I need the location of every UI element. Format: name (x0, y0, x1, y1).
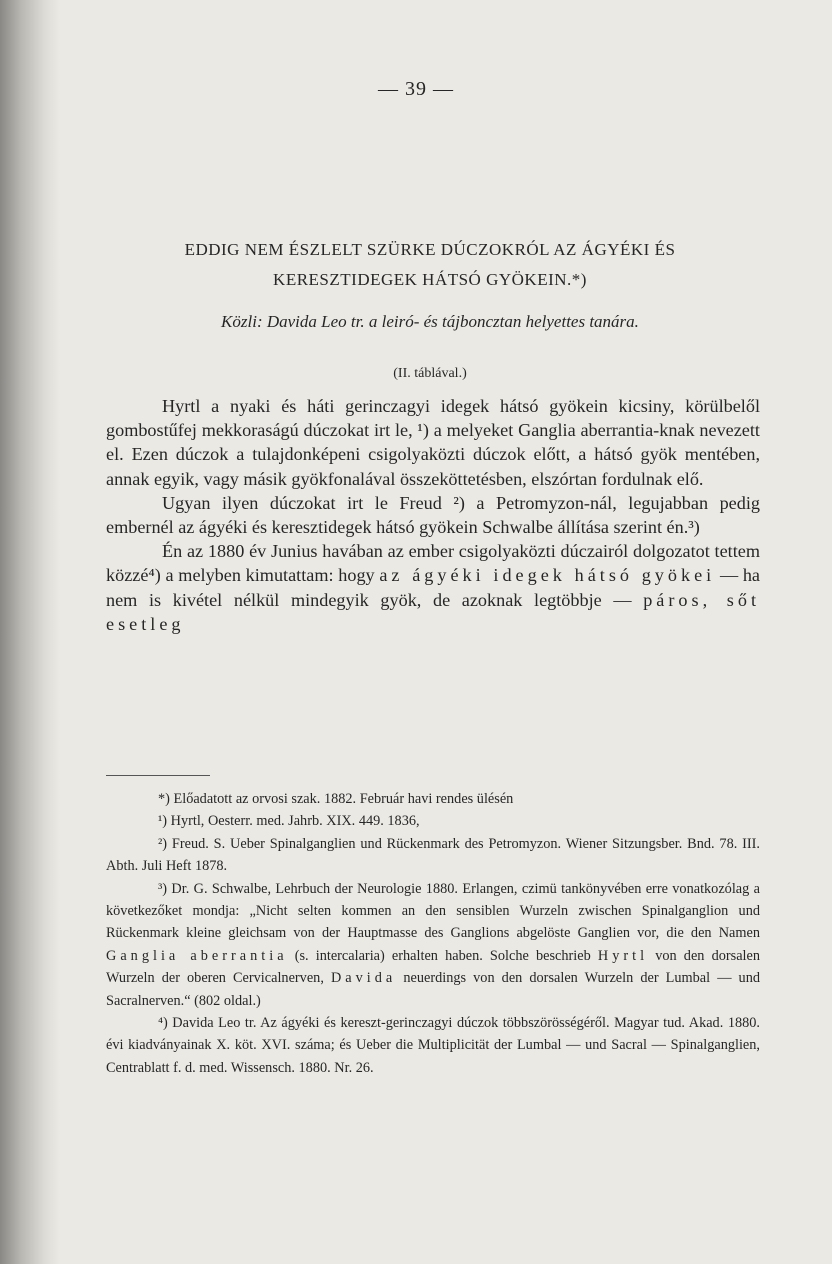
footnote-3-part-g: neuerdings von den dorsalen Wurzeln der Lumbal — und Sacralnerven.“ (802 oldal.) (106, 970, 761, 1009)
plate-note: (II. táblával.) (393, 366, 467, 381)
footnotes (106, 788, 760, 1079)
page-number: — 39 — (378, 78, 454, 100)
title-line-2: KERESZTIDEGEK HÁTSÓ GYÖKEIN.*) (273, 270, 587, 289)
footnote-1: ¹) Hyrtl, Oesterr. med. Jahrb. XIX. 449. 1836, (158, 813, 420, 830)
paragraph-2: Ugyan ilyen dúczokat irt le Freud ²) a Petromyzon-nál, legujabban pedig embernél az ágyéki és keresztidegek hátsó gyökein Schwalbe állítása szerint én.³) (106, 492, 760, 538)
footnote-3-part-e: von den dorsalen Wurzeln der oberen Cervicalnerven, (106, 947, 761, 987)
author-text: Davida Leo tr. a leiró- és tájboncztan helyettes tanára. (266, 312, 639, 331)
footnote-divider (106, 775, 210, 776)
book-spine-shadow (0, 0, 60, 1264)
body-text (106, 394, 760, 636)
footnote-3-spaced-name-hyrtl: Hyrtl (597, 947, 649, 964)
paragraph-3 (106, 539, 760, 636)
footnote-3-part-a: ³) Dr. G. Schwalbe, Lehrbuch der Neurologie 1880. Erlangen, czimü tankönyvében erre vonatkozólag a következőket mondja: „Nicht selten kommen an den sensiblen Wurzeln zwischen Spinalganglion und Rückenmark kleine gleichsam von der Hauptmasse des Ganglions abgelöste Ganglien vor, die den Namen (106, 880, 760, 942)
footnote-2: ²) Freud. S. Ueber Spinalganglien und Rückenmark des Petromyzon. Wiener Sitzungsber. Bnd. 78. III. Abth. Juli Heft 1878. (106, 835, 760, 875)
footnote-3-spaced-term: Ganglia aberrantia (106, 947, 288, 964)
author-line (110, 312, 750, 332)
spaced-emphasis-2: páros, sőt esetleg (106, 589, 760, 634)
spaced-emphasis-1: az ágyéki idegek hátsó gyökei (379, 565, 716, 586)
paragraph-3-part-a: Én az 1880 év Junius havában az ember csigolyaközti dúczairól dolgozatot tettem közzé⁴) a melyben kimutattam: hogy (106, 541, 760, 586)
footnote-3-part-c: (s. intercalaria) erhalten haben. Solche beschrieb (294, 947, 591, 964)
footnote-3-spaced-name-davida: Davida (330, 970, 397, 987)
paragraph-1: Hyrtl a nyaki és háti gerinczagyi idegek hátsó gyökein kicsiny, körülbelől gombostűfej mekkoraságú dúczokat irt le, ¹) a melyeket Ganglia aberrantia-knak nevezett el. Ezen dúczok a tulajdonképeni csigolyaközti dúczok előtt, a hátsó gyök mentében, annak egyik, vagy másik gyökfonalával összeköttetésben, elszórtan fordulnak elő. (106, 396, 760, 489)
footnote-4: ⁴) Davida Leo tr. Az ágyéki és kereszt-gerinczagyi dúczok többszörösségéről. Magyar tud. Akad. 1880. évi kiadványainak X. köt. XVI. száma; és Ueber die Multiplicität der Lumbal — und Sacral — Spinalganglien, Centrablatt f. d. med. Wissensch. 1880. Nr. 26. (106, 1015, 760, 1076)
footnote-star: *) Előadatott az orvosi szak. 1882. Február havi rendes ülésén (158, 791, 514, 807)
paragraph-3-part-c: — ha nem is kivétel nélkül mindegyik gyök, de azoknak legtöbbje — (106, 565, 761, 610)
author-label: Közli: (221, 312, 263, 331)
article-title (110, 235, 750, 295)
title-line-1: EDDIG NEM ÉSZLELT SZÜRKE DÚCZOKRÓL AZ ÁGYÉKI ÉS (184, 240, 676, 259)
footnote-3 (106, 878, 760, 1012)
